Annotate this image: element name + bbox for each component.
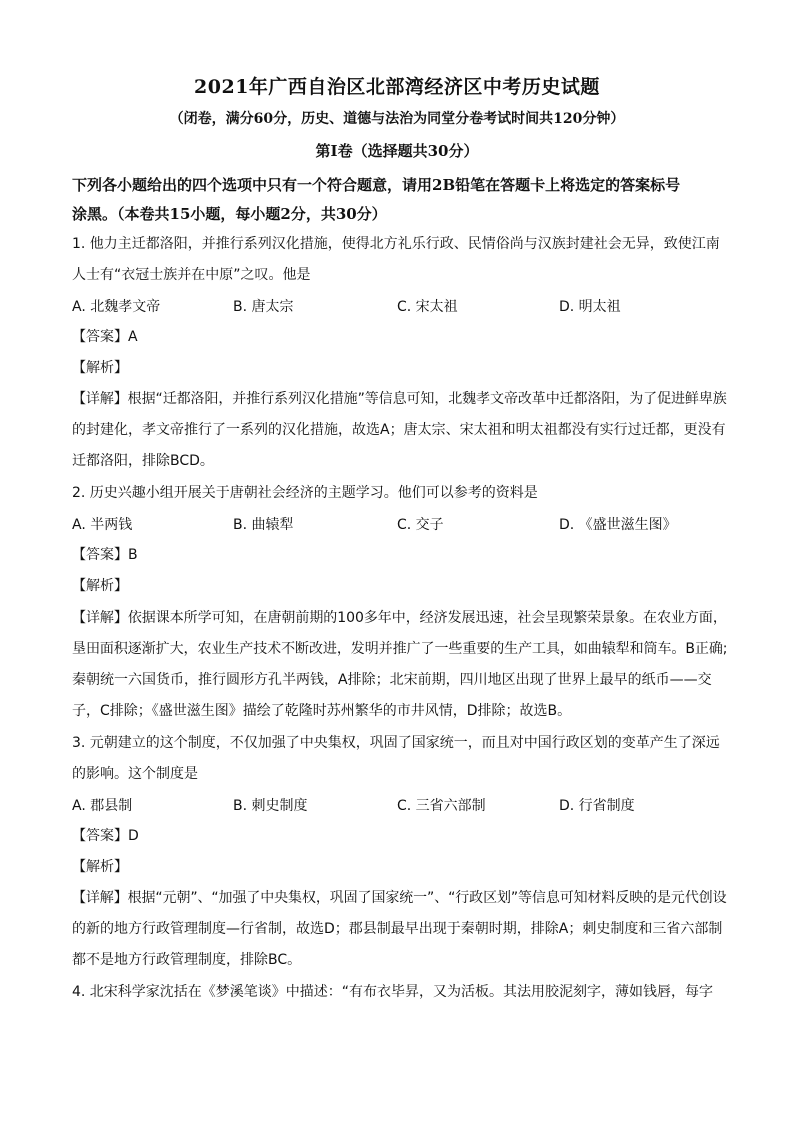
question-1-line: 人士有“衣冠士族并在中原”之叹。他是 [72,267,311,283]
option-b: B. 唐太宗 [233,299,294,315]
question-3-options [72,795,727,815]
detail-line: 迁都洛阳，排除BCD。 [72,453,214,469]
answer-label: 【答案】A [72,329,138,345]
option-d: D. 明太祖 [559,299,621,315]
option-d: D. 行省制度 [559,798,635,814]
analysis-label: 【解析】 [72,360,128,376]
analysis-label: 【解析】 [72,859,128,875]
detail-line: 的封建化，孝文帝推行了一系列的汉化措施，故选A；唐太宗、宋太祖和明太祖都没有实行过迁都，更没有 [72,422,726,438]
question-1-line: 1. 他力主迁都洛阳，并推行系列汉化措施，使得北方礼乐行政、民情俗尚与汉族封建社会无异，致使江南 [72,236,720,252]
option-b: B. 曲辕犁 [233,517,294,533]
answer-label: 【答案】D [72,828,139,844]
option-b: B. 刺史制度 [233,798,308,814]
option-a: A. 郡县制 [72,798,133,814]
instruction-line: 涂黑。（本卷共15小题，每小题2分，共30分） [72,205,387,223]
option-a: A. 半两钱 [72,517,133,533]
option-d: D. 《盛世滋生图》 [559,517,677,533]
option-c: C. 交子 [397,517,444,533]
option-a: A. 北魏孝文帝 [72,299,161,315]
document-title: 2021年广西自治区北部湾经济区中考历史试题 [194,76,600,98]
question-2-options [72,514,727,534]
detail-line: 的新的地方行政管理制度—行省制，故选D；郡县制最早出现于秦朝时期，排除A；刺史制度和三省六部制 [72,921,723,937]
option-c: C. 三省六部制 [397,798,486,814]
question-3-line: 的影响。这个制度是 [72,766,198,782]
detail-line: 都不是地方行政管理制度，排除BC。 [72,952,302,968]
section-heading: 第Ⅰ卷（选择题共30分） [315,142,479,160]
analysis-label: 【解析】 [72,578,128,594]
detail-line: 垦田面积逐渐扩大，农业生产技术不断改进，发明并推广了一些重要的生产工具，如曲辕犁和筒车。B正确; [72,641,728,657]
instruction-line: 下列各小题给出的四个选项中只有一个符合题意，请用2B铅笔在答题卡上将选定的答案标号 [72,176,681,194]
question-3-line: 3. 元朝建立的这个制度，不仅加强了中央集权，巩固了国家统一，而且对中国行政区划的变革产生了深远 [72,735,720,751]
document-subtitle: （闭卷，满分60分，历史、道德与法治为同堂分卷考试时间共120分钟） [169,111,625,127]
question-4-line: 4. 北宋科学家沈括在《梦溪笔谈》中描述：“有布衣毕昇，又为活板。其法用胶泥刻字，薄如钱唇，每字 [72,984,714,1000]
detail-line: 秦朝统一六国货币，推行圆形方孔半两钱，A排除；北宋前期，四川地区出现了世界上最早的纸币——交 [72,672,712,688]
option-c: C. 宋太祖 [397,299,458,315]
detail-line: 【详解】根据“元朝”、“加强了中央集权，巩固了国家统一”、“行政区划”等信息可知材料反映的是元代创设 [72,890,727,906]
detail-line: 子，C排除；《盛世滋生图》描绘了乾隆时苏州繁华的市井风情，D排除；故选B。 [72,703,572,719]
detail-line: 【详解】根据“迁都洛阳，并推行系列汉化措施”等信息可知，北魏孝文帝改革中迁都洛阳，为了促进鲜卑族 [72,391,727,407]
detail-line: 【详解】依据课本所学可知，在唐朝前期的100多年中，经济发展迅速，社会呈现繁荣景象。在农业方面， [72,610,727,626]
answer-label: 【答案】B [72,547,138,563]
instructions [72,171,727,229]
question-2-line: 2. 历史兴趣小组开展关于唐朝社会经济的主题学习。他们可以参考的资料是 [72,485,538,501]
question-1-options [72,296,727,316]
